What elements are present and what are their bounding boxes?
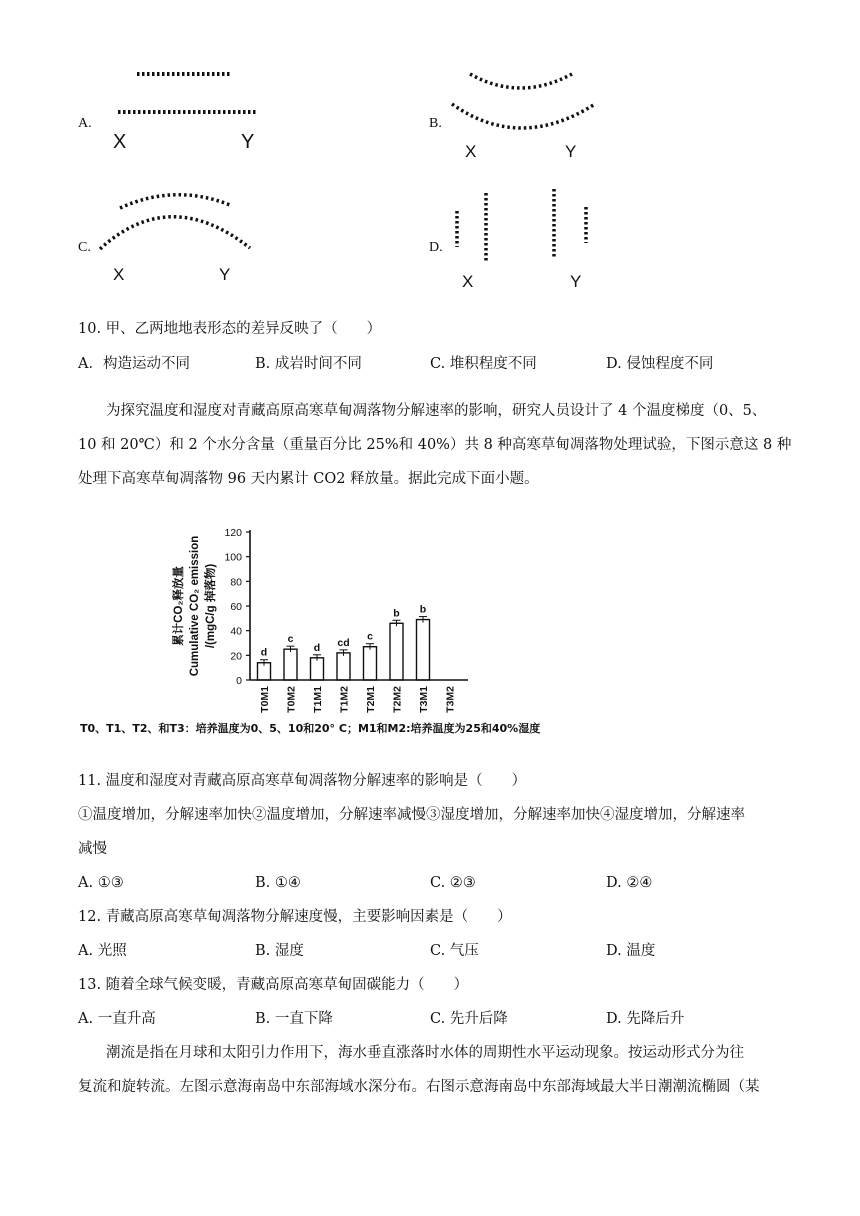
statement-line: 减慢 [78, 841, 107, 857]
answer-option[interactable]: B. 一直下降 [255, 1011, 333, 1027]
answer-option[interactable]: C. 气压 [430, 943, 479, 959]
x-tick-label: T3M2 [444, 686, 457, 713]
y-tick-label: 120 [224, 527, 242, 539]
y-tick-label: 80 [230, 576, 242, 589]
bar-significance-label: d [260, 646, 268, 659]
option-c-x: X [113, 265, 125, 284]
x-axis-labels [259, 686, 457, 713]
answer-option[interactable]: D. 温度 [606, 943, 656, 959]
bar-T1M1 [311, 658, 324, 680]
option-a-diagram [100, 60, 280, 130]
x-tick-label: T0M1 [259, 686, 271, 713]
paragraph-line: 潮流是指在月球和太阳引力作用下，海水垂直涨落时水体的周期性水平运动现象。按运动形式分为往 [106, 1045, 744, 1061]
x-tick-label: T2M2 [391, 686, 404, 713]
bar-T2M1 [364, 647, 377, 680]
y-tick-label: 100 [224, 551, 242, 564]
answer-option[interactable]: C. 堆积程度不同 [430, 356, 537, 372]
y-axis-label-line: 累计CO₂释放量 [173, 566, 185, 646]
bar-T3M1 [417, 620, 430, 680]
x-tick-label: T3M1 [418, 686, 430, 713]
option-d-y: Y [570, 272, 582, 291]
paragraph-line: 为探究温度和湿度对青藏高原高寒草甸凋落物分解速率的影响，研究人员设计了 4 个温度梯度（0、5、 [106, 403, 767, 419]
statement-line: ①温度增加，分解速率加快②温度增加，分解速率减慢③湿度增加，分解速率加快④湿度增加，分解速率 [78, 807, 745, 823]
bar-T1M2 [337, 653, 350, 680]
y-tick-label: 20 [230, 650, 242, 663]
bar-significance-label: cd [337, 636, 350, 649]
option-b-x: X [465, 142, 477, 161]
option-d-x: X [462, 272, 474, 291]
bar-T0M2 [284, 649, 297, 680]
option-d-label: D. [429, 240, 443, 255]
option-d-diagram [445, 185, 605, 270]
answer-option[interactable]: B. ①④ [255, 875, 301, 891]
question-stem: 10. 甲、乙两地地表形态的差异反映了（ ） [78, 321, 382, 337]
x-tick-label: T0M2 [285, 686, 298, 713]
y-tick-label: 40 [230, 625, 242, 638]
paragraph-line: 处理下高寒草甸凋落物 96 天内累计 CO2 释放量。据此完成下面小题。 [78, 471, 539, 487]
bar-significance-label: b [393, 607, 400, 620]
answer-option[interactable]: D. 侵蚀程度不同 [606, 356, 714, 372]
option-c-y: Y [219, 265, 231, 284]
co2-emission-chart [160, 520, 590, 740]
option-b-label: B. [429, 116, 442, 131]
option-c-diagram [95, 185, 265, 260]
answer-option[interactable]: B. 湿度 [255, 943, 304, 959]
x-tick-label: T1M1 [312, 686, 324, 713]
answer-option[interactable]: B. 成岩时间不同 [255, 356, 362, 372]
bar-T2M2 [390, 623, 403, 680]
y-tick-label: 60 [230, 601, 242, 613]
answer-option[interactable]: A. 一直升高 [78, 1011, 156, 1027]
bar-significance-label: c [287, 633, 294, 646]
paragraph-line: 10 和 20℃）和 2 个水分含量（重量百分比 25%和 40%）共 8 种高寒草甸凋落物处理试验，下图示意这 8 种 [78, 437, 792, 453]
x-tick-label: T2M1 [365, 686, 377, 713]
option-a-y: Y [241, 131, 255, 153]
y-axis-label [171, 536, 217, 677]
bars [258, 604, 430, 680]
answer-option[interactable]: C. 先升后降 [430, 1011, 508, 1027]
answer-option[interactable]: D. 先降后升 [606, 1011, 685, 1027]
answer-option[interactable]: A．构造运动不同 [78, 356, 190, 372]
y-axis-label-line: /(mgC/g 掉落物) [205, 563, 217, 649]
question-stem: 13. 随着全球气候变暖，青藏高原高寒草甸固碳能力（ ） [78, 977, 469, 993]
question-stem: 12. 青藏高原高寒草甸凋落物分解速度慢，主要影响因素是（ ） [78, 909, 512, 925]
bar-significance-label: c [367, 630, 373, 643]
chart-caption: T0、T1、T2、和T3：培养温度为0、5、10和20° C；M1和M2:培养温度为25和40%湿度 [80, 722, 541, 735]
question-stem: 11. 温度和湿度对青藏高原高寒草甸凋落物分解速率的影响是（ ） [78, 773, 527, 789]
option-a-x: X [113, 131, 127, 153]
option-a-label: A. [78, 116, 92, 131]
option-b-diagram [440, 62, 610, 142]
answer-option[interactable]: A. ①③ [78, 875, 124, 891]
x-tick-label: T1M2 [338, 686, 351, 713]
bar-significance-label: d [313, 641, 321, 654]
y-axis-label-line: Cumulative CO₂ emission [189, 535, 201, 677]
paragraph-line: 复流和旋转流。左图示意海南岛中东部海域水深分布。右图示意海南岛中东部海域最大半日潮潮流椭圆（某 [78, 1079, 760, 1095]
answer-option[interactable]: D. ②④ [606, 875, 653, 891]
bar-significance-label: b [419, 603, 427, 616]
answer-option[interactable]: C. ②③ [430, 875, 476, 891]
option-c-label: C. [78, 240, 91, 255]
option-b-y: Y [565, 142, 577, 161]
y-axis-ticks [224, 527, 250, 687]
answer-option[interactable]: A. 光照 [78, 943, 127, 959]
y-tick-label: 0 [236, 675, 242, 687]
